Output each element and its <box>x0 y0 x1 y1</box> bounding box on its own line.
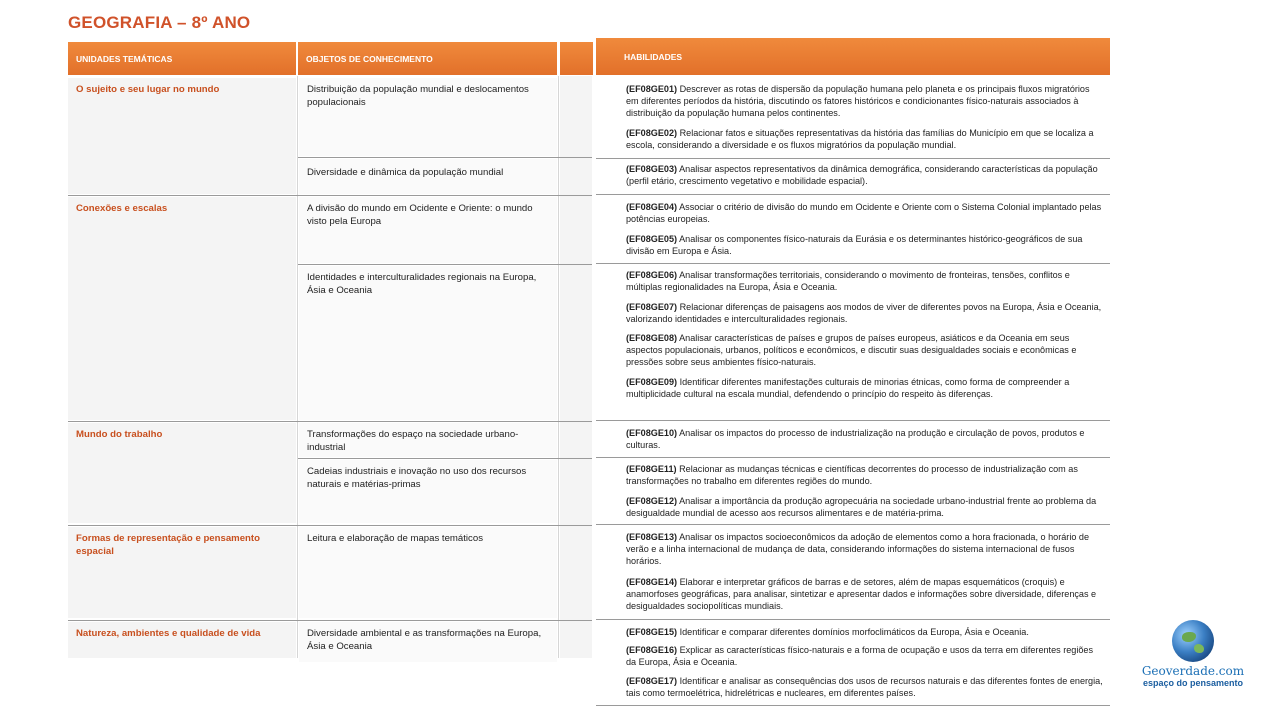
object-cell: A divisão do mundo em Ocidente e Oriente: o mundo visto pela Europa <box>299 197 557 263</box>
skill-item <box>626 333 1104 368</box>
unit-cell: Formas de representação e pensamento espacial <box>68 527 296 618</box>
header-objetos-label: OBJETOS DE CONHECIMENTO <box>306 53 433 64</box>
skill-item <box>626 645 1104 669</box>
skill-item <box>626 84 1104 119</box>
column-divider <box>297 76 298 658</box>
header-unidades-label: UNIDADES TEMÁTICAS <box>76 53 173 64</box>
row-divider <box>68 620 592 621</box>
skill-text: Analisar aspectos representativos da dinâmica demográfica, considerando características da população (perfil etário, crescimento vegetativo e mobilidade espacial). <box>626 164 1098 186</box>
row-divider <box>596 524 1110 525</box>
geoverdade-logo <box>1140 620 1246 688</box>
skill-text: Identificar diferentes manifestações culturais de minorias étnicas, como forma de compreender a multiplicidade cultural na escala mundial, defendendo o princípio do respeito às diferenças. <box>626 377 1070 399</box>
row-divider <box>596 158 1110 159</box>
skill-code: (EF08GE17) <box>626 676 678 686</box>
skill-text: Explicar as características físico-naturais e a forma de ocupação e usos da terra em diferentes regiões da Europa, Ásia e Oceania. <box>626 645 1094 667</box>
skill-code: (EF08GE12) <box>626 496 678 506</box>
header-habilidades <box>596 38 1110 75</box>
skill-text: Analisar os impactos socioeconômicos da adoção de elementos como a hora fracionada, o horário de verão e a linha internacional de mudança de data, considerando informações do sistema internacional de fusos horários. <box>626 532 1090 566</box>
skill-code: (EF08GE14) <box>626 577 678 587</box>
skill-code: (EF08GE09) <box>626 377 678 387</box>
row-divider <box>298 458 592 459</box>
column-divider <box>558 76 559 658</box>
skill-code: (EF08GE06) <box>626 270 678 280</box>
unit-cell: O sujeito e seu lugar no mundo <box>68 78 296 194</box>
skill-text: Associar o critério de divisão do mundo em Ocidente e Oriente com o Sistema Colonial implantado pelas potências europeias. <box>626 202 1102 224</box>
skill-item <box>626 377 1104 401</box>
skill-text: Analisar características de países e grupos de países europeus, asiáticos e da Oceania em seus aspectos populacionais, urbanos, políticos e econômicos, e discutir suas desigualdades sociais e econômicas e pressões sobre seus ambientes físico-naturais. <box>626 333 1077 367</box>
header-objetos <box>298 42 557 75</box>
skill-text: Identificar e comparar diferentes domínios morfoclimáticos da Europa, Ásia e Oceania. <box>679 627 1029 637</box>
skill-code: (EF08GE02) <box>626 128 678 138</box>
object-cell: Identidades e interculturalidades regionais na Europa, Ásia e Oceania <box>299 266 557 420</box>
skill-text: Relacionar diferenças de paisagens aos modos de viver de diferentes povos na Europa, Ásia e Oceania, valorizando identidades e interculturalidades regionais. <box>626 302 1102 324</box>
row-divider <box>68 421 592 422</box>
globe-icon <box>1172 620 1214 662</box>
skill-text: Descrever as rotas de dispersão da população humana pelo planeta e os principais fluxos migratórios em diferentes períodos da história, discutindo os fatores históricos e condicionantes físico-naturais associados à distribuição da população humana pelos continentes. <box>626 84 1090 118</box>
skill-text: Relacionar as mudanças técnicas e científicas decorrentes do processo de industrialização com as transformações no trabalho em diferentes regiões do mundo. <box>626 464 1078 486</box>
skill-text: Relacionar fatos e situações representativas da história das famílias do Município em que se localiza a escola, considerando a diversidade e os fluxos migratórios da população mundial. <box>626 128 1094 150</box>
skill-item <box>626 496 1104 520</box>
blank-column <box>560 76 592 658</box>
row-divider <box>596 194 1110 195</box>
row-divider <box>298 157 592 158</box>
row-divider <box>68 525 592 526</box>
page-title: GEOGRAFIA – 8º ANO <box>68 13 251 32</box>
header-habilidades-label: HABILIDADES <box>624 51 683 62</box>
skill-text: Identificar e analisar as consequências dos usos de recursos naturais e das diferentes fontes de energia, tais como termoelétrica, hidrelétricas e nucleares, em diferentes países. <box>626 676 1103 698</box>
object-cell: Diversidade ambiental e as transformações na Europa, Ásia e Oceania <box>299 622 557 662</box>
object-cell: Leitura e elaboração de mapas temáticos <box>299 527 557 618</box>
row-divider <box>596 619 1110 620</box>
skill-item <box>626 164 1104 188</box>
skill-item <box>626 234 1104 258</box>
skill-code: (EF08GE04) <box>626 202 678 212</box>
skill-item <box>626 270 1104 294</box>
object-cell: Distribuição da população mundial e deslocamentos populacionais <box>299 78 557 156</box>
skill-item <box>626 676 1104 700</box>
skill-code: (EF08GE07) <box>626 302 678 312</box>
skill-item <box>626 128 1104 152</box>
row-divider <box>596 420 1110 421</box>
unit-cell: Mundo do trabalho <box>68 423 296 523</box>
skill-item <box>626 532 1104 567</box>
skill-item <box>626 302 1104 326</box>
skill-code: (EF08GE15) <box>626 627 678 637</box>
skill-code: (EF08GE10) <box>626 428 678 438</box>
skill-text: Analisar transformações territoriais, considerando o movimento de fronteiras, tensões, conflitos e múltiplas regionalidades na Europa, Ásia e Oceania. <box>626 270 1070 292</box>
header-unidades <box>68 42 296 75</box>
row-divider <box>68 195 592 196</box>
skill-text: Analisar os impactos do processo de industrialização na produção e circulação de povos, produtos e culturas. <box>626 428 1085 450</box>
row-divider <box>298 264 592 265</box>
skill-code: (EF08GE01) <box>626 84 678 94</box>
header-blank <box>560 42 593 75</box>
row-divider <box>596 263 1110 264</box>
skill-code: (EF08GE03) <box>626 164 678 174</box>
skill-code: (EF08GE11) <box>626 464 677 474</box>
row-divider <box>596 457 1110 458</box>
row-divider <box>596 705 1110 706</box>
skill-code: (EF08GE05) <box>626 234 678 244</box>
skill-code: (EF08GE08) <box>626 333 678 343</box>
skill-item <box>626 627 1104 639</box>
skill-item <box>626 577 1104 612</box>
unit-cell: Conexões e escalas <box>68 197 296 420</box>
skill-text: Elaborar e interpretar gráficos de barras e de setores, além de mapas esquemáticos (croquis) e anamorfoses geográficas, para analisar, sintetizar e apresentar dados e informações sobre diversidade, diferenças e desigualdades sociopolíticas mundiais. <box>626 577 1097 611</box>
object-cell: Transformações do espaço na sociedade urbano-industrial <box>299 423 557 457</box>
skill-item <box>626 428 1104 452</box>
skill-text: Analisar a importância da produção agropecuária na sociedade urbano-industrial frente ao problema da desigualdade mundial de acesso aos recursos alimentares e de matéria-prima. <box>626 496 1097 518</box>
skill-item <box>626 464 1104 488</box>
skill-item <box>626 202 1104 226</box>
skill-code: (EF08GE16) <box>626 645 678 655</box>
skill-code: (EF08GE13) <box>626 532 678 542</box>
object-cell: Cadeias industriais e inovação no uso dos recursos naturais e matérias-primas <box>299 460 557 523</box>
logo-name: Geoverdade.com <box>1141 664 1245 678</box>
logo-tagline: espaço do pensamento <box>1142 678 1244 688</box>
object-cell: Diversidade e dinâmica da população mundial <box>299 159 557 194</box>
unit-cell: Natureza, ambientes e qualidade de vida <box>68 622 296 658</box>
skill-text: Analisar os componentes físico-naturais da Eurásia e os determinantes histórico-geográficos de sua divisão em Europa e Ásia. <box>626 234 1083 256</box>
